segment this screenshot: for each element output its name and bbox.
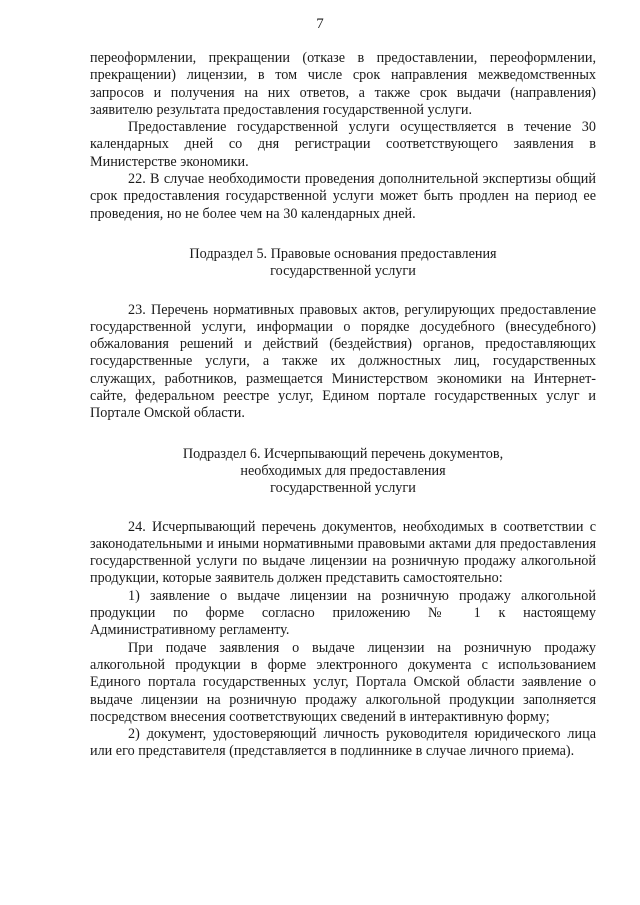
list-item-2: 2) документ, удостоверяющий личность руководителя юридического лица или его представителя (представляется в подлиннике в случае личного приема).: [90, 726, 596, 760]
paragraph-22: 22. В случае необходимости проведения дополнительной экспертизы общий срок предоставления государственной услуги может быть продлен на период ее проведения, но не более чем на 30 календарных дней.: [90, 171, 596, 222]
page-number: 7: [316, 16, 324, 32]
section-5-heading: [90, 246, 596, 281]
paragraph-term: Предоставление государственной услуги осуществляется в течение 30 календарных дней со дня регистрации соответствующего заявления в Министерстве экономики.: [90, 119, 596, 170]
section-6-heading-line-1: Подраздел 6. Исчерпывающий перечень документов,: [182, 445, 504, 462]
paragraph-23: 23. Перечень нормативных правовых актов, регулирующих предоставление государственной услуги, информации о порядке досудебного (внесудебного) обжалования решений и действий (бездействия) органов, предоставляющих государственные услуги, а также их должностных лиц, государственных служащих, работников, размещается Министерством экономики на Интернет-сайте, федеральном реестре услуг, Едином портале государственных услуг и Портале Омской области.: [90, 301, 596, 422]
paragraph-electronic-submission: При подаче заявления о выдаче лицензии на розничную продажу алкогольной продукции в форме электронного документа с использованием Единого портала государственных услуг, Портала Омской области заявление о выдаче лицензии на розничную продажу алкогольной продукции заполняется посредством внесения соответствующих сведений в интерактивную форму;: [90, 639, 596, 725]
page-content: [90, 50, 596, 761]
section-6-heading-line-2: необходимых для предоставления: [240, 462, 446, 479]
section-6-heading-line-3: государственной услуги: [270, 480, 416, 497]
section-6-heading: [90, 446, 596, 498]
section-5-heading-line-2: государственной услуги: [270, 263, 416, 280]
list-item-1: 1) заявление о выдаче лицензии на розничную продажу алкогольной продукции по форме согласно приложению № 1 к настоящему Административному регламенту.: [90, 587, 596, 639]
paragraph-continuation: переоформлении, прекращении (отказе в предоставлении, переоформлении, прекращении) лицензии, в том числе срок направления межведомственных запросов и получения на них ответов, а также срок выдачи (направления) заявителю результата предоставления государственной услуги.: [90, 50, 596, 118]
section-5-heading-line-1: Подраздел 5. Правовые основания предоставления: [189, 245, 497, 262]
paragraph-24: 24. Исчерпывающий перечень документов, необходимых в соответствии с законодательными и иными нормативными правовыми актами для предоставления государственной услуги по выдаче лицензии на розничную продажу алкогольной продукции, которые заявитель должен представить самостоятельно:: [90, 518, 596, 587]
